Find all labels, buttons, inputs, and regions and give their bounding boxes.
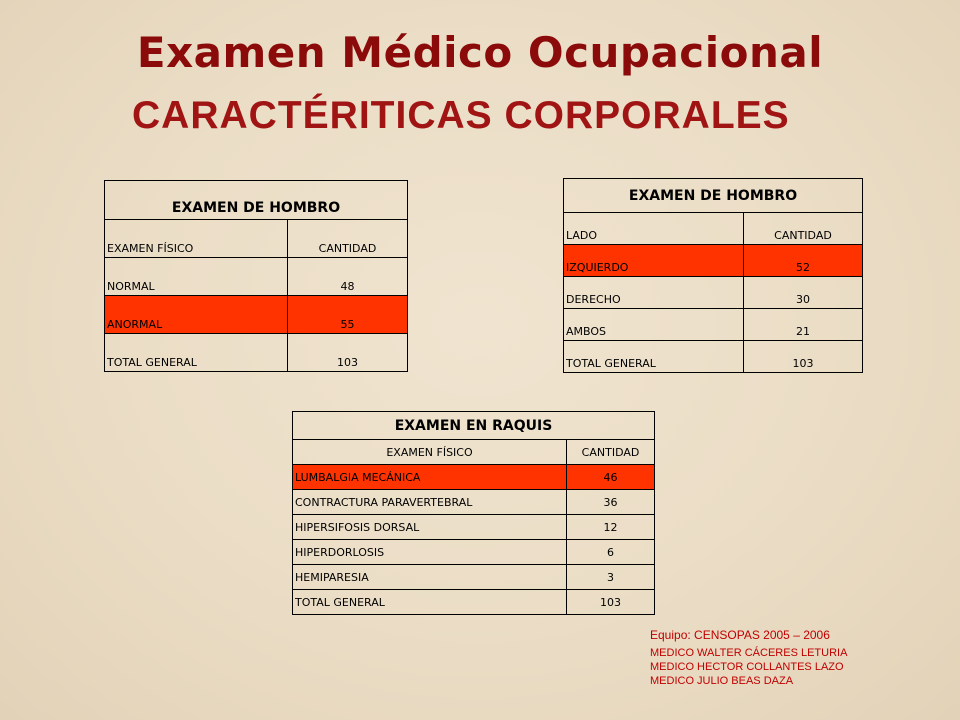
row-value: 103 [567, 590, 655, 615]
row-value: 36 [567, 490, 655, 515]
column-header: EXAMEN FÍSICO [293, 440, 567, 465]
row-label: TOTAL GENERAL [564, 341, 744, 373]
row-label: LUMBALGIA MECÁNICA [293, 465, 567, 490]
row-value: 46 [567, 465, 655, 490]
row-value: 55 [288, 296, 408, 334]
row-label: DERECHO [564, 277, 744, 309]
row-value: 21 [744, 309, 863, 341]
table-hombro-fisico [104, 180, 408, 372]
table-hombro-lado [563, 178, 863, 373]
table-raquis [292, 411, 655, 615]
table-title: EXAMEN DE HOMBRO [564, 179, 863, 213]
row-value: 3 [567, 565, 655, 590]
column-header: CANTIDAD [567, 440, 655, 465]
table-title: EXAMEN DE HOMBRO [105, 181, 408, 220]
row-label: TOTAL GENERAL [293, 590, 567, 615]
column-header: CANTIDAD [288, 220, 408, 258]
row-value: 6 [567, 540, 655, 565]
credits-line: MEDICO HECTOR COLLANTES LAZO [650, 661, 844, 673]
row-label: AMBOS [564, 309, 744, 341]
row-value: 52 [744, 245, 863, 277]
row-label: HEMIPARESIA [293, 565, 567, 590]
row-value: 30 [744, 277, 863, 309]
row-value: 12 [567, 515, 655, 540]
row-label: HIPERDORLOSIS [293, 540, 567, 565]
column-header: LADO [564, 213, 744, 245]
column-header: EXAMEN FÍSICO [105, 220, 288, 258]
credits-team: Equipo: CENSOPAS 2005 – 2006 [650, 628, 830, 642]
row-label: CONTRACTURA PARAVERTEBRAL [293, 490, 567, 515]
credits-line: MEDICO WALTER CÁCERES LETURIA [650, 647, 848, 659]
table-title: EXAMEN EN RAQUIS [293, 412, 655, 440]
credits-line: MEDICO JULIO BEAS DAZA [650, 675, 794, 687]
page-subtitle: CARACTÉRITICAS CORPORALES [132, 94, 790, 137]
column-header: CANTIDAD [744, 213, 863, 245]
row-label: HIPERSIFOSIS DORSAL [293, 515, 567, 540]
row-label: ANORMAL [105, 296, 288, 334]
page-title: Examen Médico Ocupacional [136, 28, 824, 77]
row-value: 103 [744, 341, 863, 373]
credits-block [650, 628, 847, 689]
row-label: NORMAL [105, 258, 288, 296]
row-label: IZQUIERDO [564, 245, 744, 277]
row-label: TOTAL GENERAL [105, 334, 288, 372]
row-value: 48 [288, 258, 408, 296]
row-value: 103 [288, 334, 408, 372]
